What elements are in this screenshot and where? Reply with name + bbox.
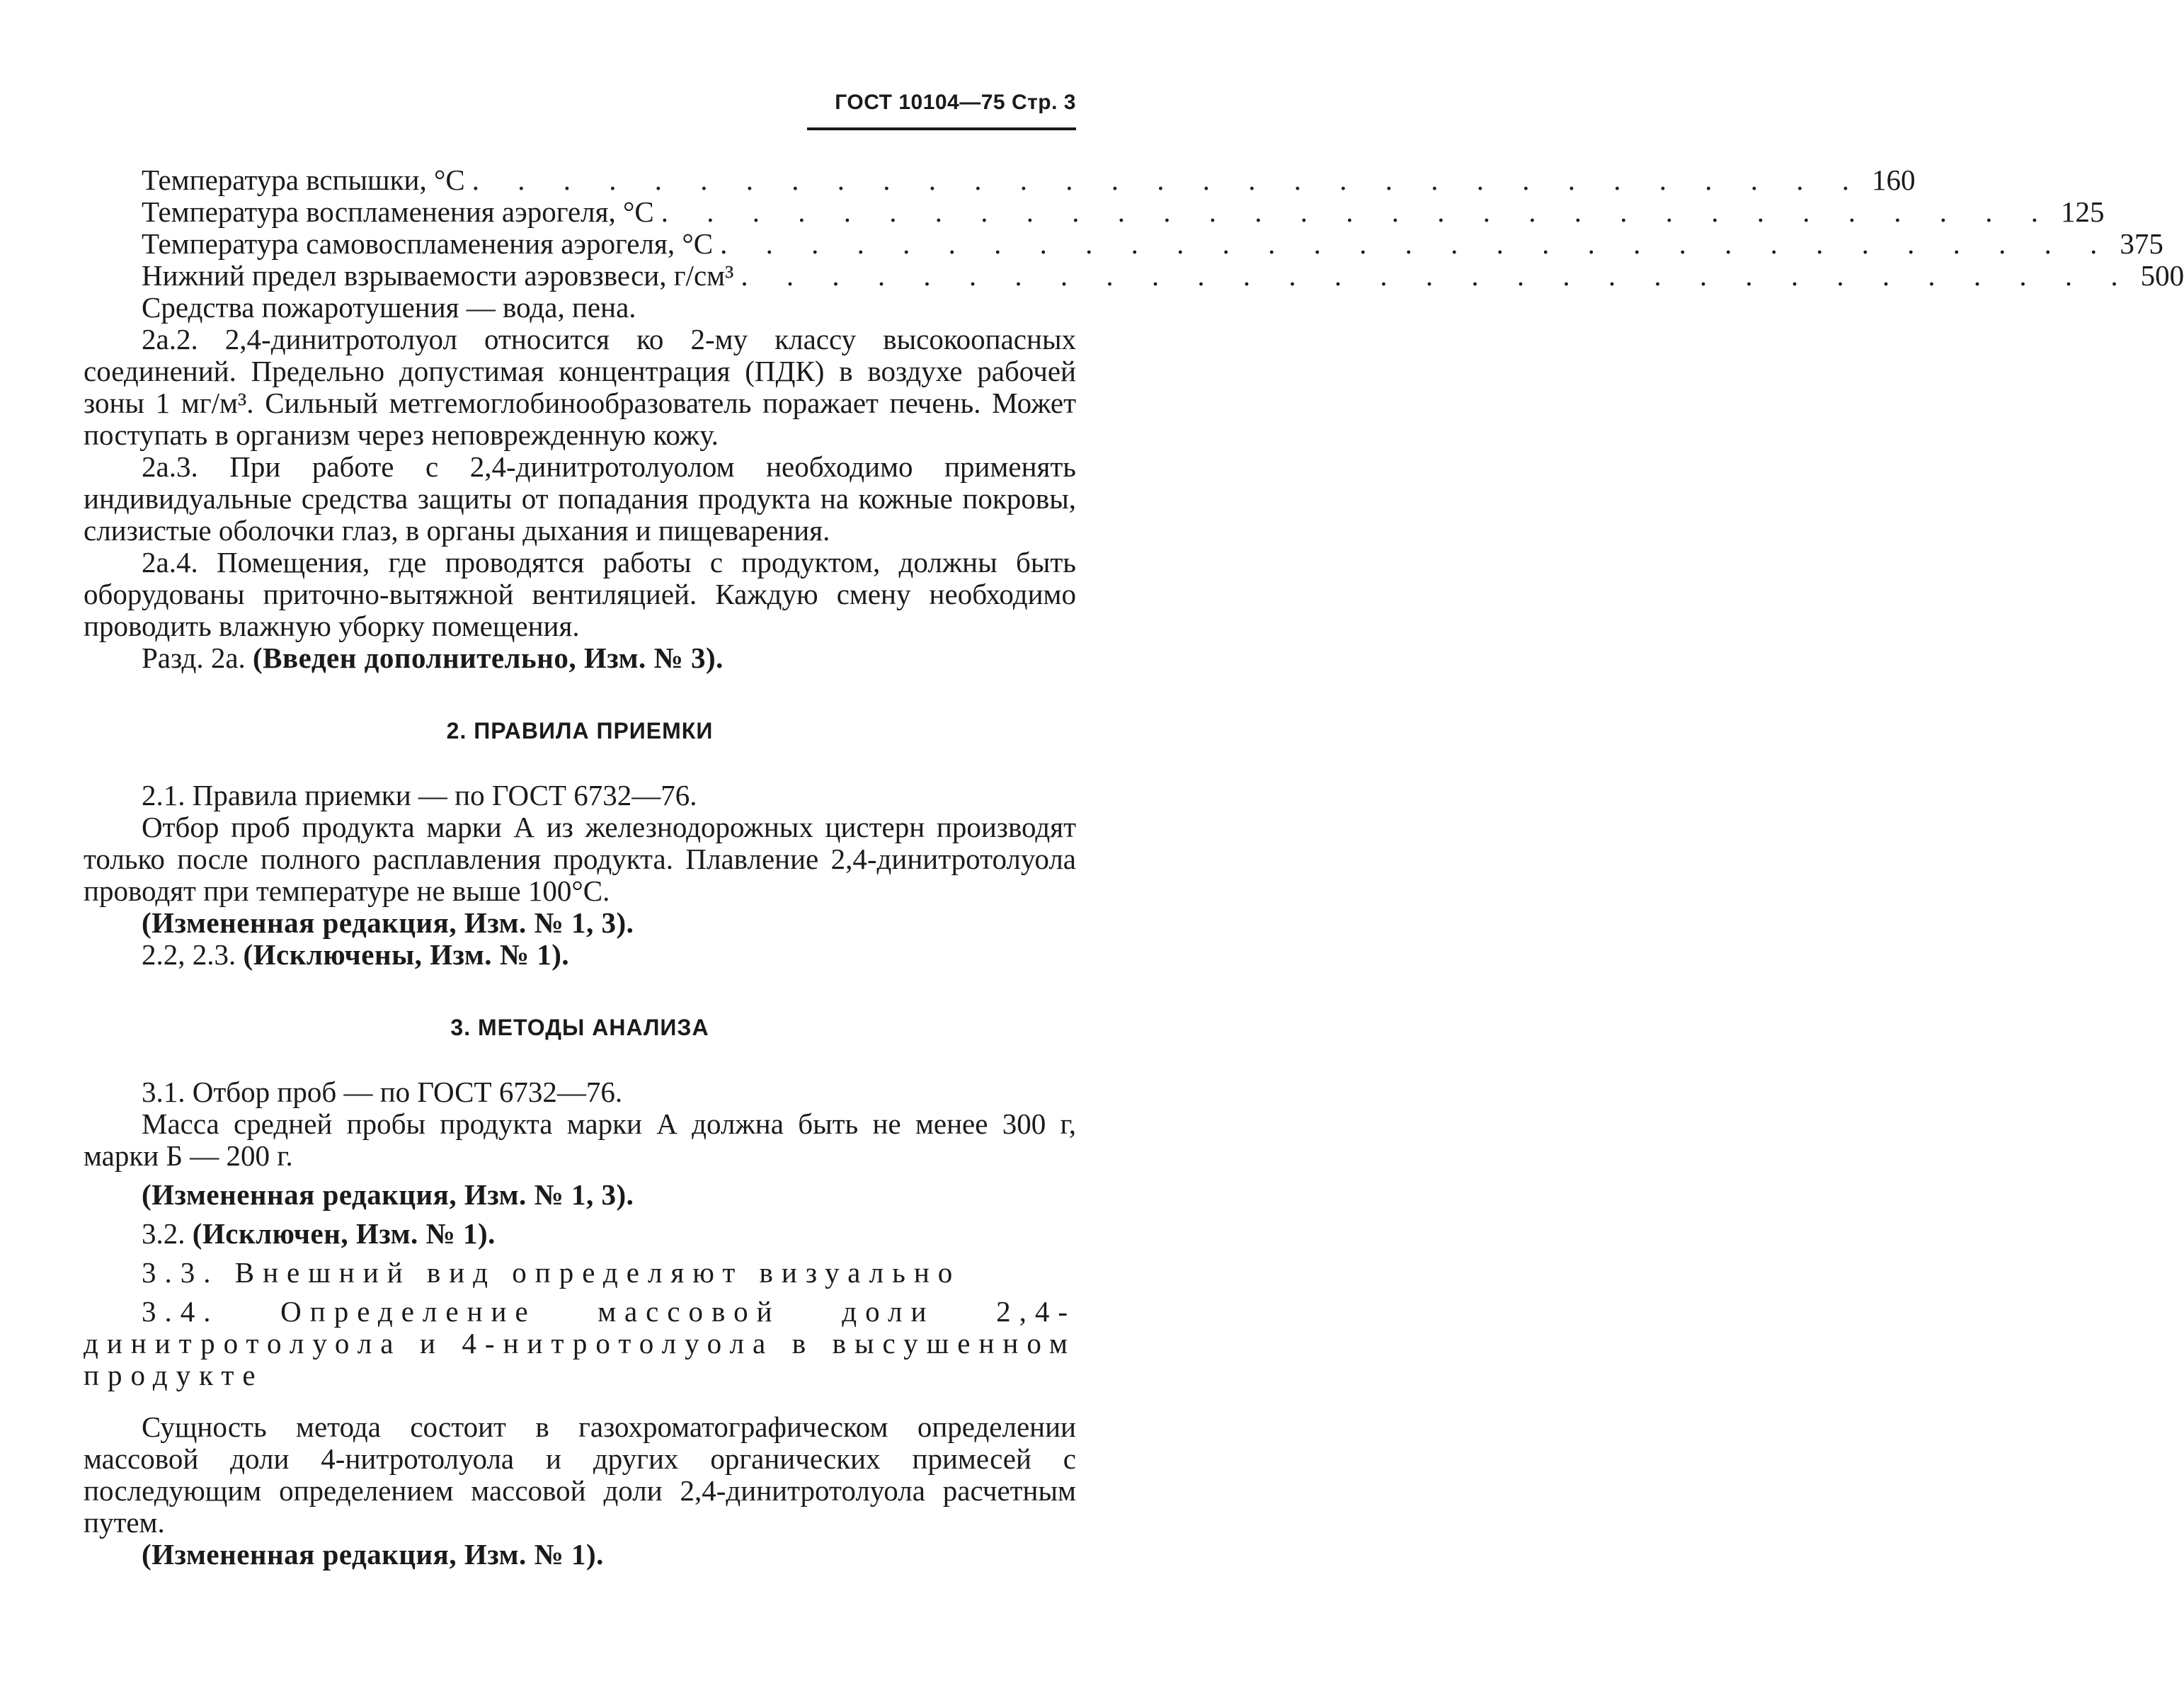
property-value: 375 [2120, 227, 2163, 260]
amendment-note: (Измененная редакция, Изм. № 1, 3). [142, 1178, 634, 1211]
paragraph-2-2-2-3 [84, 939, 1076, 971]
paragraph-3-1: 3.1. Отбор проб — по ГОСТ 6732—76. [142, 1076, 623, 1108]
paragraph-2a-3: 2а.3. При работе с 2,4-динитротолуолом необходимо применять индивидуальные средства защиты от попадания продукта на кожные покровы, слизистые оболочки глаз, в органы дыхания и пищеварения. [84, 450, 1076, 547]
property-value: 125 [2060, 195, 2105, 228]
note-bold: (Исключены, Изм. № 1). [243, 938, 570, 971]
page-content [84, 164, 2184, 1571]
property-value: 160 [1871, 164, 1916, 196]
paragraph-3-4-title: 3.4. Определение массовой доли 2,4-динитротолуола и 4-нитротолуола в высушенном продукте [84, 1295, 1076, 1391]
leader-dots: . . . . . . . . . . . . . . . . . . . . . . . . . . . . . . . [720, 227, 2113, 260]
property-label: Температура самовоспламенения аэрогеля, °С [142, 227, 714, 260]
property-value: 500 [2140, 259, 2184, 292]
note-bold: (Исключен, Изм. № 1). [192, 1217, 496, 1250]
header-rule [807, 127, 1076, 130]
paragraph-2-1-sampling: Отбор проб продукта марки А из железнодорожных цистерн производят только после полного расплавления продукта. Плавление 2,4-динитротолуола проводят при температуре не выше 100°С. [84, 811, 1076, 907]
property-row [84, 227, 2163, 260]
paragraph-2a-2: 2а.2. 2,4-динитротолуол относится ко 2-му классу высокоопасных соединений. Предельно допустимая концентрация (ПДК) в воздухе рабочей зоны 1 мг/м³. Сильный метгемоглобинообразователь поражает печень. Может поступать в организм через неповрежденную кожу. [84, 323, 1076, 451]
property-row [84, 164, 1916, 196]
property-label: Температура вспышки, °С [142, 164, 465, 196]
section-2a-note [84, 642, 1076, 674]
property-row [84, 259, 2184, 292]
paragraph-number: 3.2. [142, 1217, 185, 1250]
property-row [84, 195, 2105, 228]
amendment-note: (Измененная редакция, Изм. № 1). [142, 1538, 604, 1571]
note-bold: (Введен дополнительно, Изм. № 3). [253, 642, 724, 674]
leader-dots: . . . . . . . . . . . . . . . . . . . . . . . . . . . . . . . [661, 195, 2054, 228]
section-heading-methods: 3. МЕТОДЫ АНАЛИЗА [450, 1015, 709, 1040]
extinguishing-text: Средства пожаротушения — вода, пена. [142, 291, 636, 324]
paragraph-method-essence: Сущность метода состоит в газохроматографическом определении массовой доли 4-нитротолуола и других органических примесей с последующим определением массовой доли 2,4-динитротолуола расчетным путем. [84, 1411, 1076, 1539]
paragraph-3-3: 3.3. Внешний вид определяют визуально [142, 1256, 961, 1289]
leader-dots: . . . . . . . . . . . . . . . . . . . . . . . . . . . . . . . [471, 164, 1865, 196]
amendment-note: (Измененная редакция, Изм. № 1, 3). [142, 906, 634, 939]
paragraph-2a-4: 2а.4. Помещения, где проводятся работы с продуктом, должны быть оборудованы приточно-вытяжной вентиляцией. Каждую смену необходимо проводить влажную уборку помещения. [84, 546, 1076, 642]
running-header: ГОСТ 10104—75 Стр. 3 [835, 91, 1076, 114]
leader-dots: . . . . . . . . . . . . . . . . . . . . . . . . . . . . . . . [741, 259, 2134, 292]
property-label: Температура воспламенения аэрогеля, °С [142, 195, 654, 228]
paragraph-2-1: 2.1. Правила приемки — по ГОСТ 6732—76. [142, 779, 697, 811]
property-label: Нижний предел взрываемости аэровзвеси, г/см³ [142, 259, 734, 292]
paragraph-number: 2.2, 2.3. [142, 938, 236, 971]
paragraph-3-1-mass: Масса средней пробы продукта марки А должна быть не менее 300 г, марки Б — 200 г. [84, 1107, 1076, 1172]
section-heading-acceptance: 2. ПРАВИЛА ПРИЕМКИ [446, 718, 714, 743]
note-prefix: Разд. 2а. [142, 642, 246, 674]
paragraph-3-2 [84, 1218, 1076, 1250]
